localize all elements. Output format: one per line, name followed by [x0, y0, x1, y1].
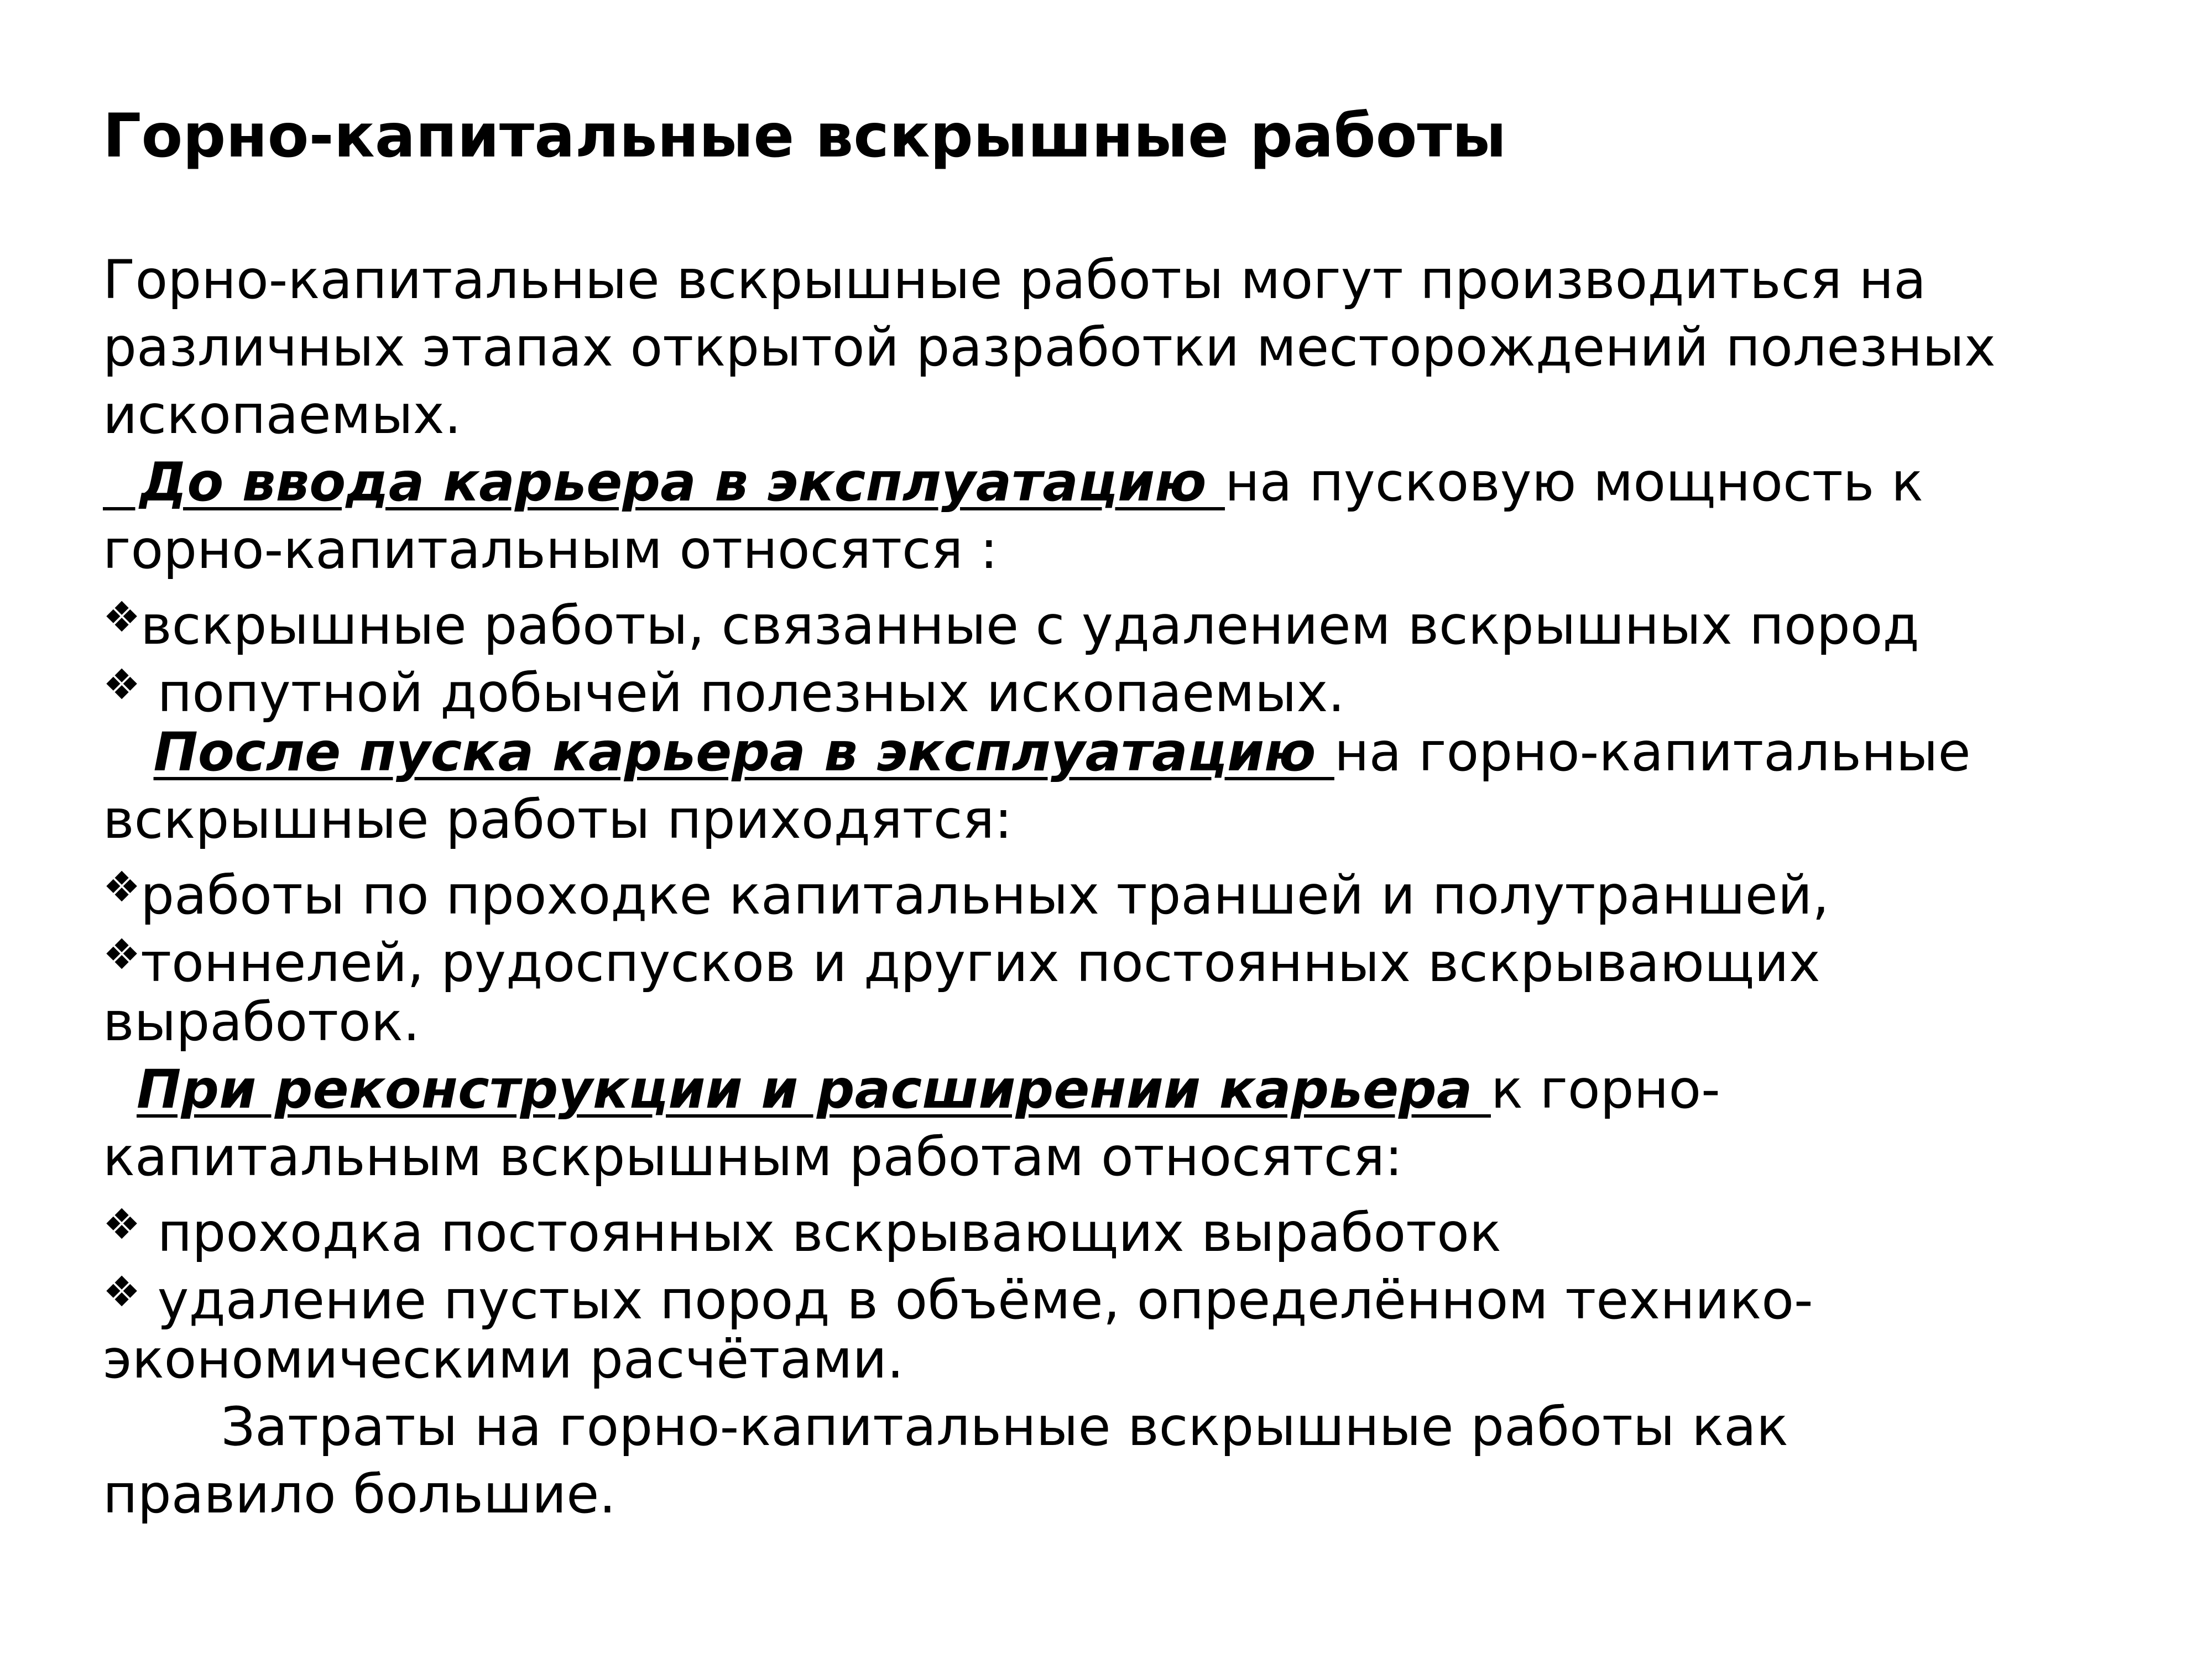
slide-title: Горно-капитальные вскрышные работы: [103, 101, 1507, 171]
bullet-item: [103, 1191, 2193, 1264]
reconstruction-rest: к горно-: [1490, 1058, 1720, 1120]
before-launch-rest: на пусковую мощность к: [1225, 451, 1923, 513]
bullet-text: проходка постоянных вскрывающих выработок: [140, 1202, 1501, 1264]
costs-line-2: правило большие.: [103, 1463, 616, 1525]
bullet-text: тоннелей, рудоспусков и других постоянных вскрывающих: [140, 932, 1820, 994]
slide: [103, 0, 2193, 1659]
intro-line-2: различных этапах открытой разработки месторождений полезных: [103, 316, 1996, 378]
bullet-text: попутной добычей полезных ископаемых.: [140, 662, 1345, 724]
reconstruction-continuation: капитальным вскрышным работам относятся:: [103, 1126, 1403, 1188]
diamond-bullet-icon: ❖: [103, 1267, 141, 1316]
diamond-bullet-icon: ❖: [103, 1199, 141, 1249]
slide-body: [103, 246, 2193, 1528]
bullet-continuation: экономическими расчётами.: [103, 1328, 904, 1390]
diamond-bullet-icon: ❖: [103, 660, 141, 709]
reconstruction-line: [103, 1056, 2193, 1123]
intro-line-3: ископаемых.: [103, 384, 462, 446]
bullet-item: [103, 921, 2193, 994]
diamond-bullet-icon: ❖: [103, 930, 141, 979]
diamond-bullet-icon: ❖: [103, 862, 141, 911]
bullet-item: [103, 583, 2193, 656]
bullet-text: вскрышные работы, связанные с удалением вскрышных пород: [140, 594, 1919, 656]
diamond-bullet-icon: ❖: [103, 592, 141, 641]
before-launch-line: [103, 448, 2193, 516]
bullet-continuation: выработок.: [103, 991, 420, 1053]
after-launch-indent: [103, 721, 154, 783]
intro-line-1: Горно-капитальные вскрышные работы могут производиться на: [103, 249, 1927, 311]
after-launch-line: [103, 718, 2193, 786]
costs-line-1: Затраты на горно-капитальные вскрышные работы как: [103, 1396, 1788, 1458]
after-launch-continuation: вскрышные работы приходятся:: [103, 789, 1013, 851]
after-launch-rest: на горно-капитальные: [1334, 721, 1971, 783]
bullet-item: [103, 651, 2193, 724]
before-launch-heading: До ввода карьера в эксплуатацию: [103, 451, 1225, 513]
bullet-item: [103, 1258, 2193, 1331]
bullet-item: [103, 853, 2193, 926]
before-launch-continuation: горно-капитальным относятся :: [103, 519, 998, 581]
bullet-text: работы по проходке капитальных траншей и полутраншей,: [140, 864, 1829, 926]
after-launch-heading: После пуска карьера в эксплуатацию: [153, 721, 1334, 783]
reconstruction-indent: [103, 1058, 137, 1120]
bullet-text: удаление пустых пород в объёме, определённом технико-: [140, 1269, 1813, 1331]
reconstruction-heading: При реконструкции и расширении карьера: [137, 1058, 1491, 1120]
